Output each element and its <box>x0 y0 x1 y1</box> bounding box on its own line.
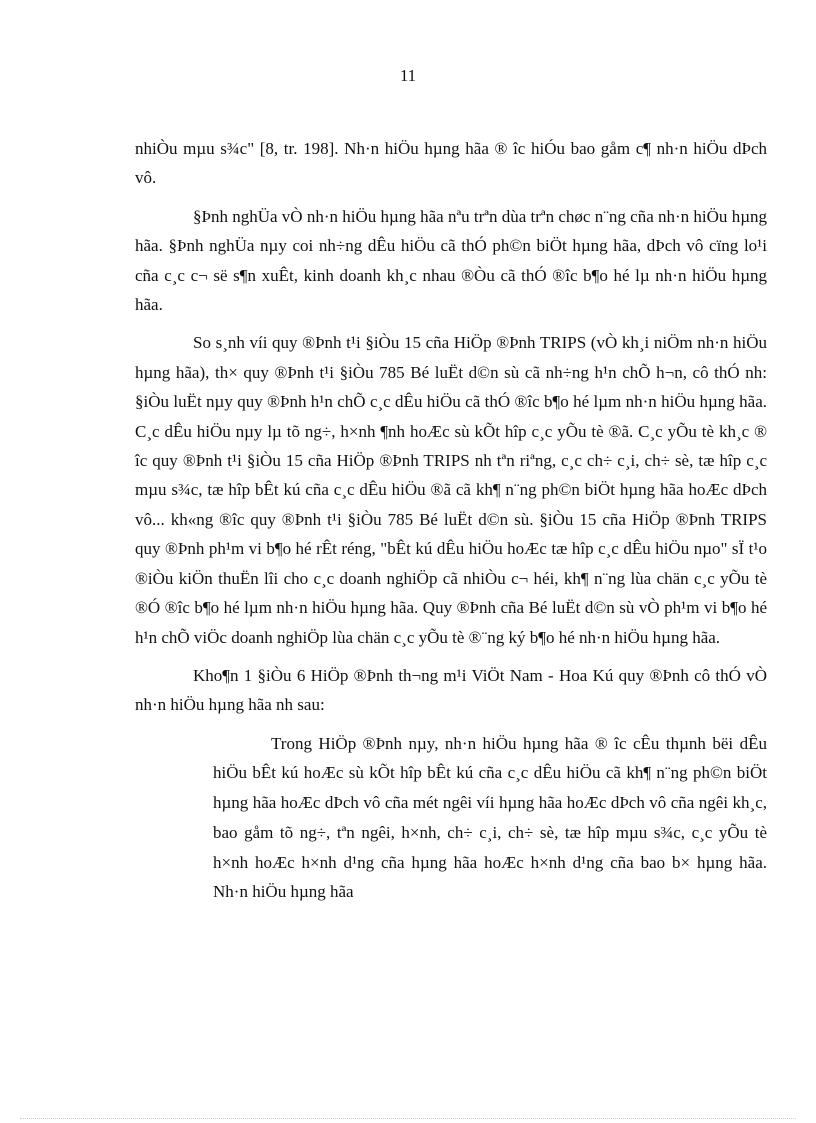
page-number: 11 <box>399 66 417 85</box>
paragraph-4: Kho¶n 1 §iÒu 6 HiÖp ®Þnh th¬ng m¹i ViÖt Nam - Hoa Kú quy ®Þnh cô thÓ vÒ nh·n hiÖu hµng hãa nh sau: <box>135 665 767 715</box>
footer-divider <box>20 1118 796 1119</box>
paragraph-3: So s¸nh víi quy ®Þnh t¹i §iÒu 15 cña HiÖp ®Þnh TRIPS (vÒ kh¸i niÖm nh·n hiÖu hµng hãa), th× quy ®Þnh t¹i §iÒu 785 Bé luËt d©n sù cã nh÷ng h¹n chÕ h¬n, cô thÓ nh: §iÒu luËt nµy quy ®Þnh h¹n chÕ c¸c dÊu hiÖu cã thÓ ®îc b¶o hé lµm nh·n hiÖu hµng hãa. C¸c dÊu hiÖu nµy lµ tõ ng÷, h×nh ¶nh hoÆc sù kÕt hîp c¸c yÕu tè ®ã. C¸c yÕu tè kh¸c ® îc quy ®Þnh t¹i §iÒu 15 cña HiÖp ®Þnh TRIPS nh tªn riªng, c¸c ch÷ c¸i, ch÷ sè, tæ hîp c¸c mµu s¾c, tæ hîp bÊt kú cña c¸c dÊu hiÖu ®ã cã kh¶ n¨ng ph©n biÖt hµng hãa hoÆc dÞch vô... kh«ng ®îc quy ®Þnh t¹i §iÒu 785 Bé luËt d©n sù. §iÒu 15 cña HiÖp ®Þnh TRIPS quy ®Þnh ph¹m vi b¶o hé rÊt réng, "bÊt kú dÊu hiÖu hoÆc tæ hîp c¸c dÊu hiÖu nµo" sÏ t¹o ®iÒu kiÖn thuËn lîi cho c¸c doanh nghiÖp cã nhiÒu c¬ héi, kh¶ n¨ng lùa chän c¸c yÕu tè ®Ó ®îc b¶o hé lµm nh·n hiÖu hµng hãa. Quy ®Þnh cña Bé luËt d©n sù vÒ ph¹m vi b¶o hé h¹n chÕ viÖc doanh nghiÖp lùa chän c¸c yÕu tè ®¨ng ký b¶o hé nh·n hiÖu hµng hãa. <box>135 333 767 647</box>
body-text <box>135 134 767 907</box>
block-quote: Trong HiÖp ®Þnh nµy, nh·n hiÖu hµng hãa ® îc cÊu thµnh bëi dÊu hiÖu bÊt kú hoÆc sù kÕt hîp bÊt kú cña c¸c dÊu hiÖu cã kh¶ n¨ng ph©n biÖt hµng hãa hoÆc dÞch vô cña mét ngêi víi hµng hãa hoÆc dÞch vô cña ngêi kh¸c, bao gåm tõ ng÷, tªn ngêi, h×nh, ch÷ c¸i, ch÷ sè, tæ hîp mµu s¾c, c¸c yÕu tè h×nh hoÆc h×nh d¹ng cña hµng hãa hoÆc h×nh d¹ng cña bao b× hµng hãa. Nh·n hiÖu hµng hãa <box>213 733 767 902</box>
paragraph-2: §Þnh nghÜa vÒ nh·n hiÖu hµng hãa nªu trªn dùa trªn chøc n¨ng cña nh·n hiÖu hµng hãa. §Þnh nghÜa nµy coi nh÷ng dÊu hiÖu cã thÓ ph©n biÖt hµng hãa, dÞch vô cïng lo¹i cña c¸c c¬ së s¶n xuÊt, kinh doanh kh¸c nhau ®Òu cã thÓ ®îc b¶o hé lµ nh·n hiÖu hµng hãa. <box>135 206 767 315</box>
paragraph-1: nhiÒu mµu s¾c" [8, tr. 198]. Nh·n hiÖu hµng hãa ® îc hiÓu bao gåm c¶ nh·n hiÖu dÞch vô. <box>135 139 767 188</box>
